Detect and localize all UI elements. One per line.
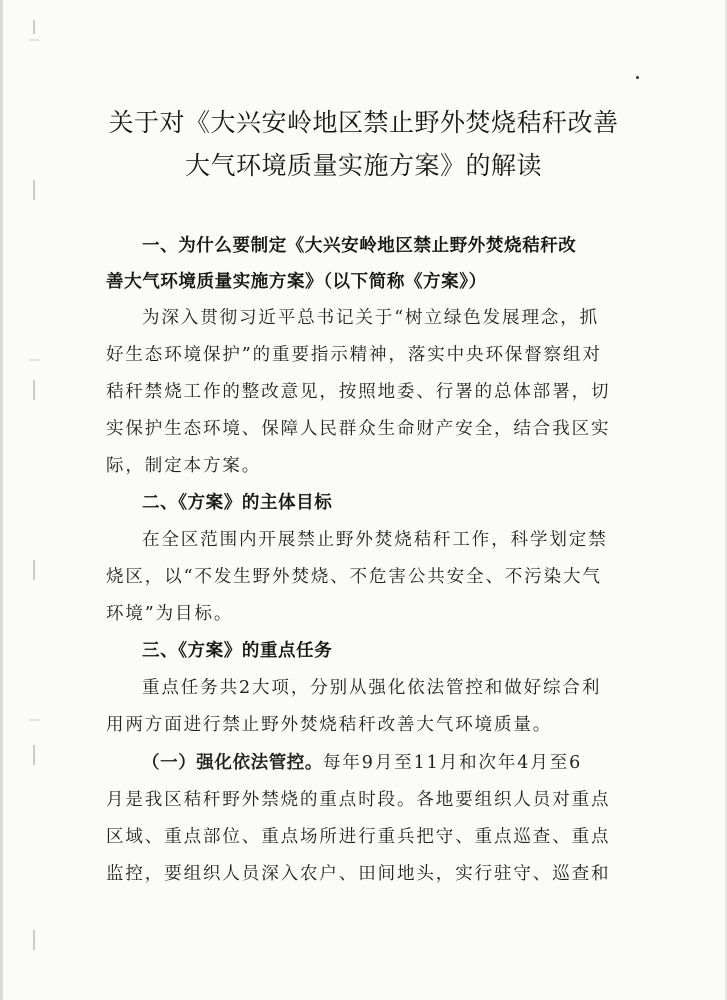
section-2-heading: 二、《方案》的主体目标 <box>142 493 333 513</box>
section-2-paragraph-line: 在全区范围内开展禁止野外焚烧秸秆工作，科学划定禁 <box>142 530 608 550</box>
section-3-item-1-line: 区域、重点部位、重点场所进行重兵把守、重点巡查、重点 <box>106 827 611 847</box>
section-3-paragraph-line: 重点任务共2大项，分别从强化依法管控和做好综合利 <box>142 678 602 698</box>
section-3-item-1-first-line <box>142 749 582 774</box>
section-3-item-1-line: 月是我区秸秆野外禁烧的重点时段。各地要组织人员对重点 <box>106 790 611 810</box>
item-1-first-line-text: 每年9月至11月和次年4月至6 <box>323 753 583 773</box>
scan-left-edge <box>0 0 3 1000</box>
section-1-paragraph-line: 为深入贯彻习近平总书记关于“树立绿色发展理念，抓 <box>142 308 600 328</box>
document-title-line-1: 关于对《大兴安岭地区禁止野外焚烧秸秆改善 <box>108 108 619 137</box>
document-title-line-2: 大气环境质量实施方案》的解读 <box>184 151 542 180</box>
section-3-paragraph-line: 用两方面进行禁止野外焚烧秸秆改善大气环境质量。 <box>106 715 553 735</box>
section-1-paragraph-line: 好生态环境保护”的重要指示精神，落实中央环保督察组对 <box>106 345 602 365</box>
section-2-paragraph-line: 烧区，以“不发生野外焚烧、不危害公共安全、不污染大气 <box>106 567 602 587</box>
section-1-paragraph-line: 实保护生态环境、保障人民群众生命财产安全，结合我区实 <box>106 419 611 439</box>
section-3-item-1-line: 监控，要组织人员深入农户、田间地头，实行驻守、巡查和 <box>106 864 611 884</box>
section-1-paragraph-line: 秸秆禁烧工作的整改意见，按照地委、行署的总体部署，切 <box>106 382 611 402</box>
scan-speck <box>636 76 639 79</box>
section-1-heading-line-2: 善大气环境质量实施方案》（以下简称《方案》） <box>106 272 487 292</box>
section-3-heading: 三、《方案》的重点任务 <box>142 641 333 661</box>
item-1-bold-label: （一）强化依法管控。 <box>142 753 323 773</box>
section-1-paragraph-line: 际，制定本方案。 <box>106 456 262 476</box>
binding-hole-marks <box>26 0 42 1000</box>
section-1-heading-line-1: 一、为什么要制定《大兴安岭地区禁止野外焚烧秸秆改 <box>142 236 577 256</box>
section-2-paragraph-line: 环境”为目标。 <box>106 604 234 624</box>
